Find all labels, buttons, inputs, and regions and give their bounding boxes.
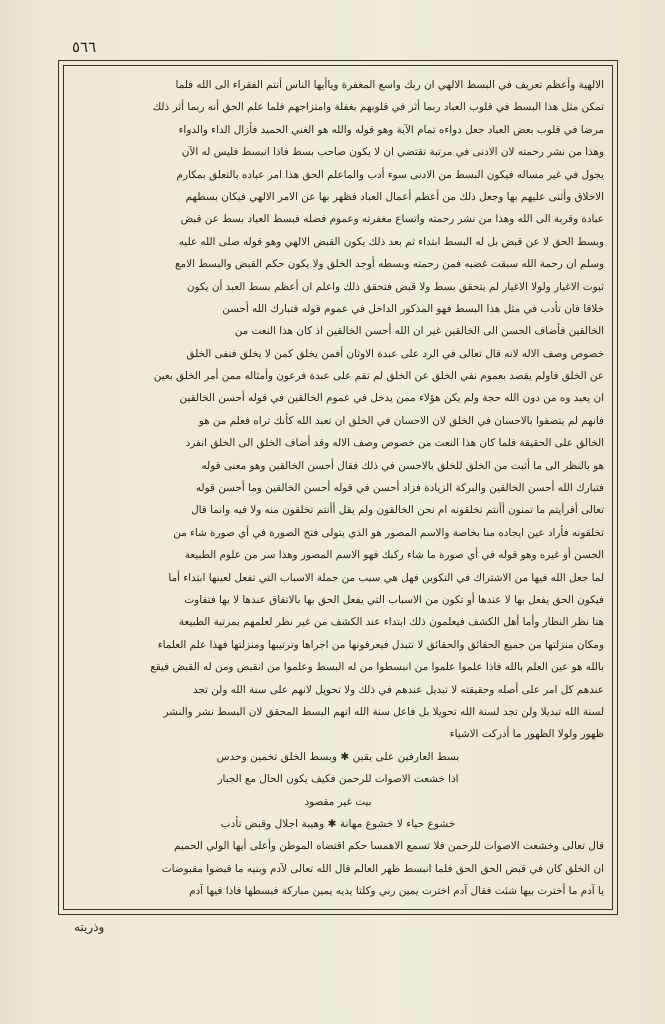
verse-line: خشوع حياء لا خشوع مهانة ✱ وهيبة اجلال وقبض تأدب	[220, 817, 456, 830]
text-line: وسلم ان رحمة الله سبقت غضبه فمن رحمته وبسطه أوجد الخلق ولا يكون حكم القبض والبسط الامع	[174, 258, 604, 271]
text-line: عبادة وقربة الى الله وهذا من نشر رحمته واتساع مغفرته وعموم فضله فبسط العباد بسط عن قبض	[180, 213, 604, 226]
text-line: تخلقونه فأراد عين ايجاده منا بخاصة والاسم المصور هو الذي يتولى فتح الصورة في أي صورة شاء من	[173, 526, 604, 539]
text-line: الاخلاق وأثنى عليهم بها وجعل ذلك من أعظم أعمال العباد فظهر بها عن الامر الالهي فيكان بسطهم	[185, 190, 604, 203]
page-number: ٥٦٦	[72, 38, 97, 56]
text-line: خصوص وصف الاله لانه قال تعالى في الرد على عبدة الاوثان أفمن يخلق كمن لا يخلق فنفى الخلق	[186, 347, 604, 360]
text-line: هنا نظر النظار وأما أهل الكشف فيعلمون ذلك ابتداء عند الكشف من غير نظر لعلمهم بمرتبة الطبيعة	[178, 616, 604, 629]
text-line: الخالقين فأضاف الحسن الى الخالقين غير ان الله أحسن الخالقين اذ كان هذا النعت من	[234, 325, 604, 338]
text-line: الخالق على الحقيقة فلما كان هذا النعت من خصوص وصف الاله وقد أضاف الخلق الى الخلق انفرد	[185, 437, 604, 450]
verse-line: بسط العارفين على يقين ✱ وبسط الخلق تخمين وحدس	[216, 750, 460, 763]
text-line: لما جعل الله فيها من الاشتراك في التكوين فهل هي سبب من جملة الاسباب التي تفعل لعينها ابتداء أما	[168, 571, 604, 584]
text-line: يا آدم ما أخترت بيها شئت فقال آدم اخترت يمين ربي وكلتا يديه يمين مباركة فبسطها فاذا فيها آدم	[189, 885, 604, 898]
text-line: تعالى أفرأيتم ما تمنون أأنتم تخلقونه ام نحن الخالقون ولم يقل أأنتم تخلقون منه ولا فيه وانما قال	[191, 504, 604, 517]
text-line: لسنة الله تبديلا ولن تجد لسنة الله تحويلا بل فاعل سنة الله انهم البسط المحقق لان البسط نشر والنشر	[163, 705, 604, 718]
verse-heading: بيت غير مقصود	[304, 795, 372, 808]
text-line: وهذا من نشر رحمته لان الادنى في مرتبة تقتضي ان لا يكون صاحب بسط فاذا انبسط فليس له الآن	[181, 146, 604, 159]
text-line: ظهور ولولا الظهور ما أدركت الاشياء	[449, 728, 604, 741]
text-block	[72, 74, 604, 904]
text-line: خلاقا فان تأدب في مثل هذا البسط فهو المذكور الداخل في عموم قوله فتبارك الله أحسن	[222, 302, 604, 315]
text-line: فيكون الحق يفعل بها لا عندها أو تكون من الاسباب التي يفعل الحق بها بالاتفاق عندها لا بها فتفاوت	[184, 593, 604, 606]
text-line: ومكان منزلتها من جميع الحقائق والحقائق لا تتبدل فيعرفونها من اجراها وترتيبها ومنزلتها فهذا علم العلماء	[157, 638, 604, 651]
text-line: هو بالنظر الى ما أثبت من الخلق للخلق بالاحسن في ذلك فقال أحسن الخالقين وهو معنى قوله	[201, 459, 604, 472]
text-line: ان الخلق كان في قبض الحق الحق فلما انبسط ظهر العالم قال الله تعالى لآدم وبنيه ما قبضوا مقبوضات	[161, 862, 604, 875]
text-line: ثبوت الاغيار ولولا الاغيار لم يتحقق بسط ولا قبض فتحقق ذلك واعلم ان أعظم بسط العبد أن يكون	[186, 280, 604, 293]
text-line: الالهية وأعظم تعريف في البسط الالهي ان ربك واسع المغفرة وياأيها الناس أنتم الفقراء الى الله فلما	[175, 79, 604, 91]
text-line: ان يعبد وه من دون الله حجة ولم يكن هؤلاء ممن يدخل في عموم الخالقين في قوله أحسن الخالقين	[179, 392, 604, 405]
text-line: عندهم كل امر على أصله وحقيقته لا تبديل عندهم في ذلك ولا تحويل لانهم على سنة الله ولن تجد	[192, 683, 604, 696]
text-line: تمكن مثل هذا البسط في قلوب العباد ربما أثر في قلوبهم بغفلة وامتزاجهم فلما علم الحق أنه ربما أثر ذلك	[152, 101, 604, 114]
text-line: فانهم لم يتصفوا بالاحسان في الخلق لان الاحسان في الخلق ان تعبد الله كأنك تراه فعلم من هو	[198, 414, 604, 427]
text-line: عن الخلق فاولم يقصد بعموم نفي الخلق عن الخلق لم تقم على عبدة فرعون وأمثاله ممن أمر الخلق بعين	[153, 370, 604, 383]
text-line: بالله هو عين العلم بالله فاذا علموا علموا من انبسطوا من له البسط وعلموا من انقبض ومن له القبض فيقع	[150, 661, 604, 674]
centered-line: اذا خشعت الاصوات للرحمن فكيف يكون الحال مع الجبار	[217, 773, 459, 786]
text-line: يجول في غير مساله فيكون البسط من الادنى سوء أدب والماعلم الحق هذا امر عباده بالتعلق بمكارم	[176, 168, 604, 181]
text-line: وبسط الحق لا عن قبض بل له البسط ابتداء ثم بعد ذلك يكون القبض الالهي وهو قوله صلى الله عليه	[178, 235, 604, 248]
text-line: قال تعالى وخشعت الاصوات للرحمن فلا تسمع الاهمسا حكم اقتضاه الموطن وأعلى أيها الولي الحميم	[174, 840, 604, 853]
text-line: الحسن أو غيره وهو قوله في أي صورة ما شاء ركبك فهو الاسم المصور وهذا سر من علوم الطبيعة	[184, 549, 604, 562]
text-line: فتبارك الله أحسن الخالقين والبركة الزيادة فزاد أحسن في قوله أحسن الخالقين وما أحسن قوله	[195, 482, 604, 495]
catchword: وذريته	[74, 920, 105, 934]
text-line: مرضا في قلوب بعض العباد جعل دواءه تمام الآية وهو قوله والله هو الغني الحميد فأزال الداء والدواء	[178, 123, 604, 136]
